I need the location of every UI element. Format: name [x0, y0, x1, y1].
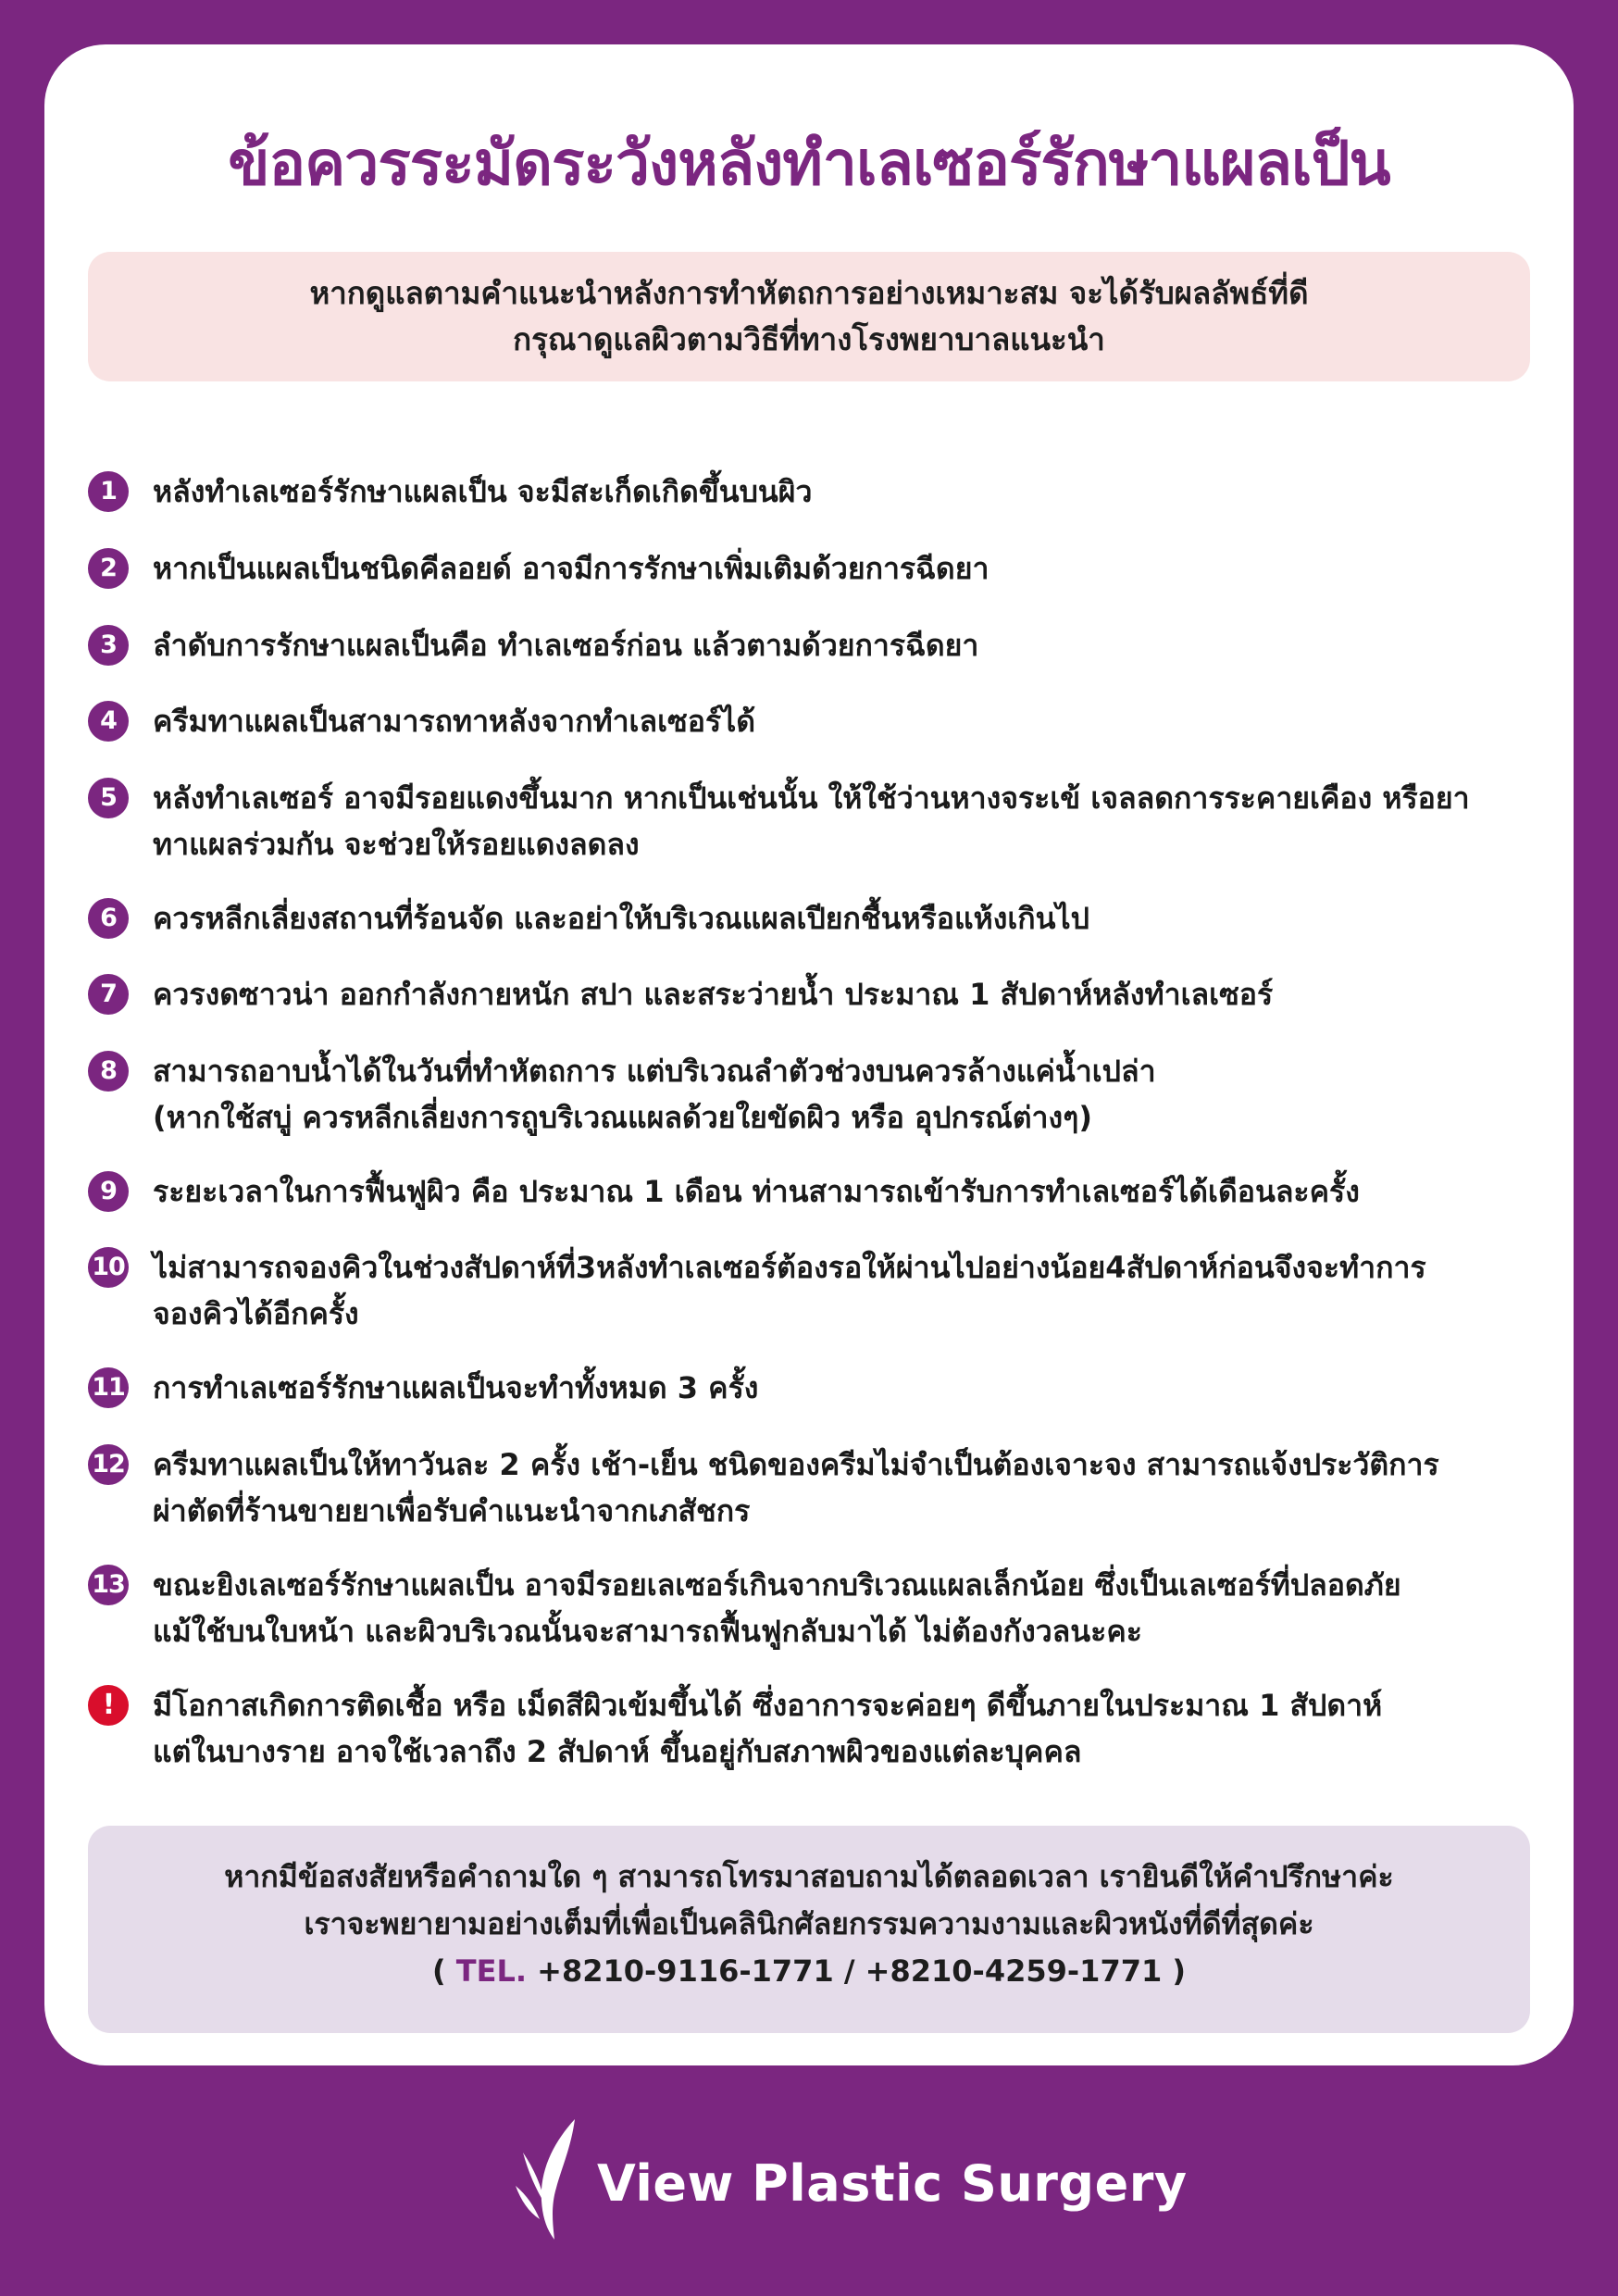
intro-box [88, 252, 1530, 381]
contact-line-1: หากมีข้อสงสัยหรือคำถามใด ๆ สามารถโทรมาสอบถามได้ตลอดเวลา เรายินดีให้คำปรึกษาค่ะ [224, 1859, 1394, 1894]
intro-line-2: กรุณาดูแลผิวตามวิธีที่ทางโรงพยาบาลแนะนำ [513, 321, 1105, 357]
number-badge: 9 [88, 1171, 129, 1212]
list-item-text: ควรหลีกเลี่ยงสถานที่ร้อนจัด และอย่าให้บริเวณแผลเปียกชื้นหรือแห้งเกินไป [153, 901, 1089, 936]
list-item-text: หลังทำเลเซอร์รักษาแผลเป็น จะมีสะเก็ดเกิดขึ้นบนผิว [153, 474, 813, 509]
list-item-text: ไม่สามารถจองคิวในช่วงสัปดาห์ที่3หลังทำเลเซอร์ต้องรอให้ผ่านไปอย่างน้อย4สัปดาห์ก่อนจึงจะทำการ จองคิวได้อีกครั้ง [153, 1250, 1426, 1331]
intro-line-1: หากดูแลตามคำแนะนำหลังการทำหัตถการอย่างเหมาะสม จะได้รับผลลัพธ์ที่ดี [309, 275, 1309, 311]
contact-line-2: เราจะพยายามอย่างเต็มที่เพื่อเป็นคลินิกศัลยกรรมความงามและผิวหนังที่ดีที่สุดค่ะ [304, 1906, 1314, 1941]
number-badge: 11 [88, 1367, 129, 1408]
list-item-text: ลำดับการรักษาแผลเป็นคือ ทำเลเซอร์ก่อน แล้วตามด้วยการฉีดยา [153, 628, 979, 663]
number-badge: 10 [88, 1247, 129, 1288]
list-item-text: หลังทำเลเซอร์ อาจมีรอยแดงขึ้นมาก หากเป็นเช่นนั้น ให้ใช้ว่านหางจระเข้ เจลลดการระคายเคือง หรือยา ทาแผลร่วมกัน จะช่วยให้รอยแดงลดลง [153, 780, 1470, 862]
number-badge: 4 [88, 701, 129, 742]
list-item-text: ควรงดซาวน่า ออกกำลังกายหนัก สปา และสระว่ายน้ำ ประมาณ 1 สัปดาห์หลังทำเลเซอร์ [153, 977, 1274, 1012]
number-badge: 6 [88, 898, 129, 939]
list-item-text: ระยะเวลาในการฟื้นฟูผิว คือ ประมาณ 1 เดือน ท่านสามารถเข้ารับการทำเลเซอร์ได้เดือนละครั้ง [153, 1174, 1360, 1209]
number-badge: 12 [88, 1444, 129, 1485]
warning-text: มีโอกาสเกิดการติดเชื้อ หรือ เม็ดสีผิวเข้มขึ้นได้ ซึ่งอาการจะค่อยๆ ดีขึ้นภายในประมาณ 1 สัปดาห์ แต่ในบางราย อาจใช้เวลาถึง 2 สัปดาห์ ขึ้นอยู่กับสภาพผิวของแต่ละบุคคล [153, 1688, 1383, 1769]
number-badge: 13 [88, 1565, 129, 1605]
list-item-text: สามารถอาบน้ำได้ในวันที่ทำหัตถการ แต่บริเวณลำตัวช่วงบนควรล้างแค่น้ำเปล่า (หากใช้สบู่ ควรหลีกเลี่ยงการถูบริเวณแผลด้วยใยขัดผิว หรือ อุปกรณ์ต่างๆ) [153, 1054, 1156, 1135]
list-item-text: ครีมทาแผลเป็นสามารถทาหลังจากทำเลเซอร์ได้ [153, 704, 756, 739]
number-badge: 7 [88, 974, 129, 1015]
tel-numbers: +8210-9116-1771 / +8210-4259-1771 ) [527, 1953, 1186, 1989]
leaf-logo-icon [514, 2115, 588, 2240]
number-badge: 2 [88, 548, 129, 589]
number-badge: 5 [88, 778, 129, 818]
brand-footer [514, 2115, 1188, 2245]
number-badge: 3 [88, 625, 129, 666]
tel-label: TEL. [455, 1953, 527, 1989]
page-title: ข้อควรระมัดระวังหลังทำเลเซอร์รักษาแผลเป็น [228, 128, 1390, 199]
list-item-text: การทำเลเซอร์รักษาแผลเป็นจะทำทั้งหมด 3 ครั้ง [153, 1370, 759, 1405]
number-badge: 8 [88, 1051, 129, 1092]
contact-phone [88, 1948, 1530, 1995]
number-badge: 1 [88, 471, 129, 512]
list-item-text: ครีมทาแผลเป็นให้ทาวันละ 2 ครั้ง เช้า-เย็น ชนิดของครีมไม่จำเป็นต้องเจาะจง สามารถแจ้งประวัติการ ผ่าตัดที่ร้านขายยาเพื่อรับคำแนะนำจากเภสัชกร [153, 1447, 1439, 1529]
warning-icon: ! [88, 1685, 129, 1726]
brand-name: View Plastic Surgery [597, 2154, 1188, 2213]
contact-box [88, 1826, 1530, 2033]
list-item-text: ขณะยิงเลเซอร์รักษาแผลเป็น อาจมีรอยเลเซอร์เกินจากบริเวณแผลเล็กน้อย ซึ่งเป็นเลเซอร์ที่ปลอดภัย แม้ใช้บนใบหน้า และผิวบริเวณนั้นจะสามารถฟื้นฟูกลับมาได้ ไม่ต้องกังวลนะคะ [153, 1567, 1401, 1649]
list-item-text: หากเป็นแผลเป็นชนิดคีลอยด์ อาจมีการรักษาเพิ่มเติมด้วยการฉีดยา [153, 551, 989, 586]
tel-open: ( [432, 1953, 456, 1989]
